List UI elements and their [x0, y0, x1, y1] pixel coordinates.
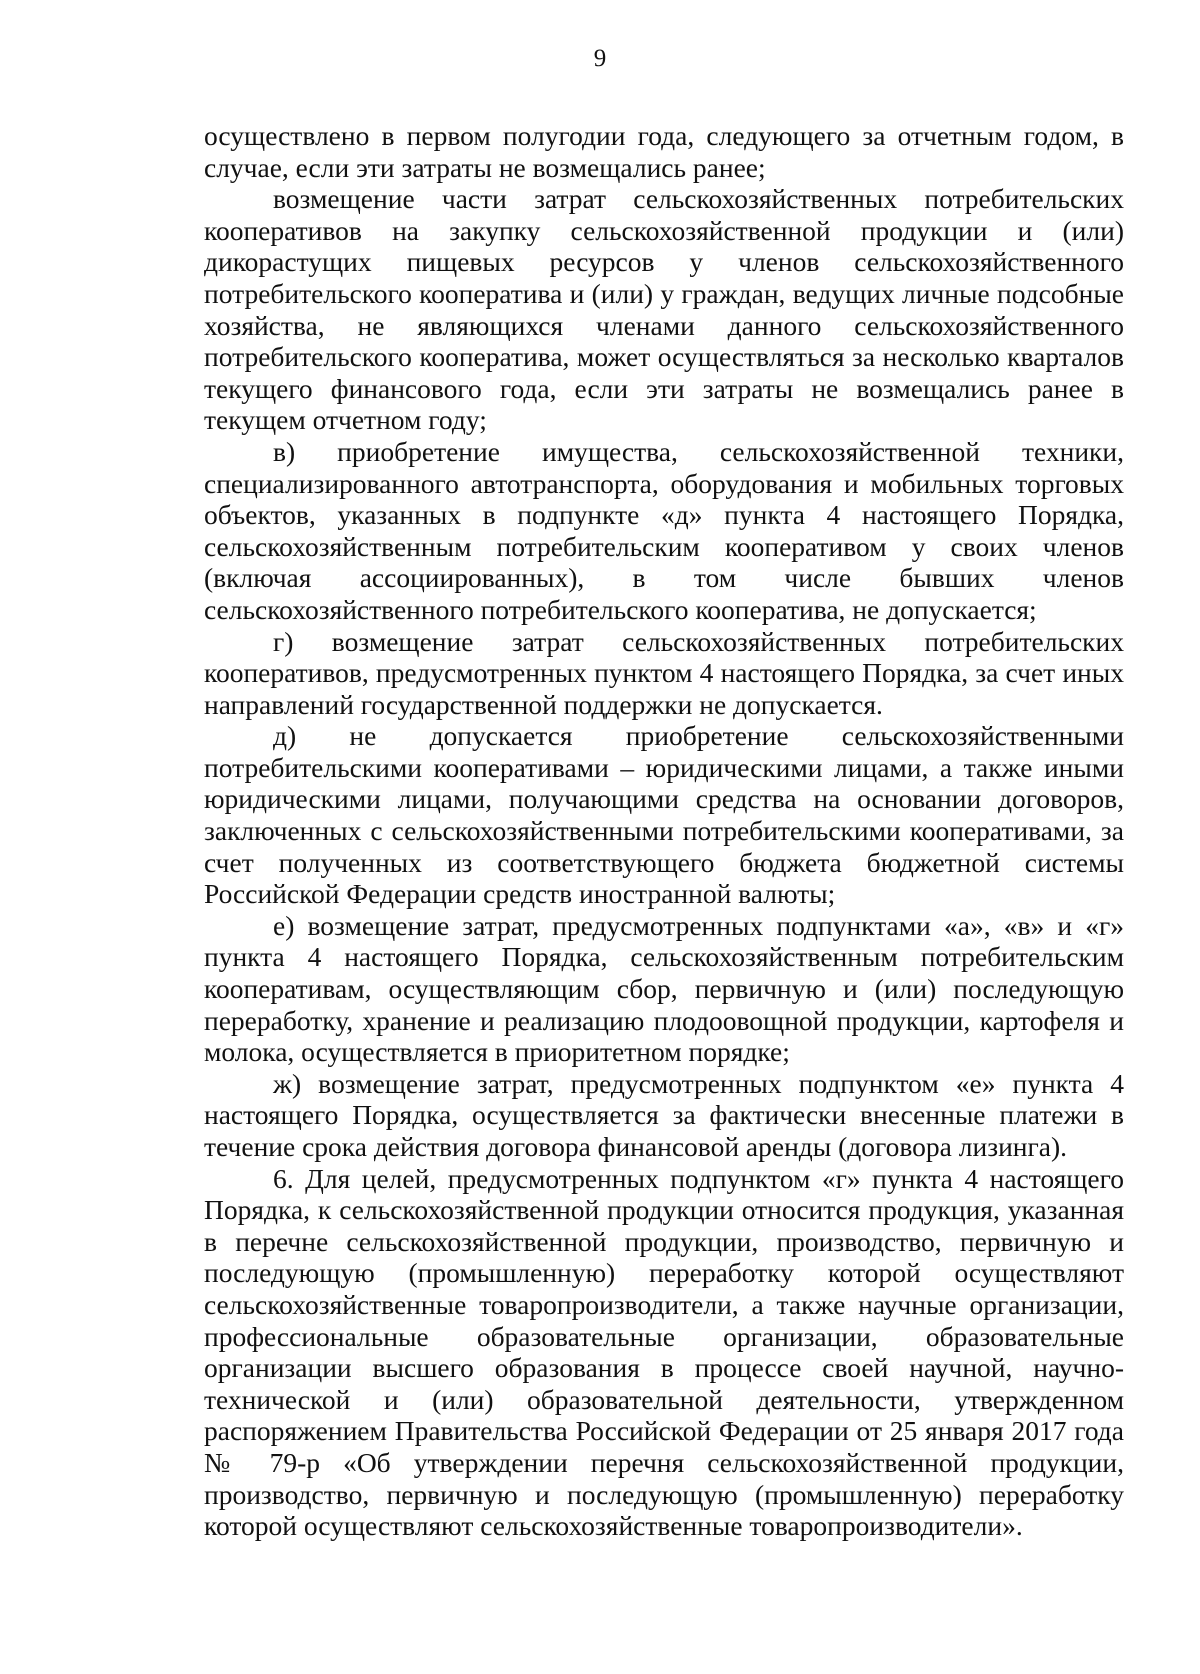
paragraph-continuation: осуществлено в первом полугодии года, следующего за отчетным годом, в случае, если эти затраты не возмещались ранее;: [204, 120, 1124, 183]
paragraph-item-d: д) не допускается приобретение сельскохозяйственными потребительскими кооперативами – юридическими лицами, а также иными юридическими лицами, получающими средства на основании договоров, заключенных с сельскохозяйственными потребительскими кооперативами, за счет полученных из соответствующего бюджета бюджетной системы Российской Федерации средств иностранной валюты;: [204, 720, 1124, 910]
paragraph-item-zh: ж) возмещение затрат, предусмотренных подпунктом «е» пункта 4 настоящего Порядка, осуществляется за фактически внесенные платежи в течение срока действия договора финансовой аренды (договора лизинга).: [204, 1067, 1124, 1162]
paragraph-reimbursement-purchase: возмещение части затрат сельскохозяйственных потребительских кооперативов на закупку сельскохозяйственной продукции и (или) дикорастущих пищевых ресурсов у членов сельскохозяйственного потребительского кооператива и (или) у граждан, ведущих личные подсобные хозяйства, не являющихся членами данного сельскохозяйственного потребительского кооператива, может осуществляться за несколько кварталов текущего финансового года, если эти затраты не возмещались ранее в текущем отчетном году;: [204, 183, 1124, 436]
paragraph-item-e: е) возмещение затрат, предусмотренных подпунктами «а», «в» и «г» пункта 4 настоящего Порядка, сельскохозяйственным потребительским кооперативам, осуществляющим сбор, первичную и (или) последующую переработку, хранение и реализацию плодоовощной продукции, картофеля и молока, осуществляется в приоритетном порядке;: [204, 909, 1124, 1068]
page-number: 9: [593, 45, 607, 72]
paragraph-item-g: г) возмещение затрат сельскохозяйственных потребительских кооперативов, предусмотренных пунктом 4 настоящего Порядка, за счет иных направлений государственной поддержки не допускается.: [204, 625, 1124, 720]
document-body: [204, 120, 1124, 1542]
paragraph-item-v: в) приобретение имущества, сельскохозяйственной техники, специализированного автотранспорта, оборудования и мобильных торговых объектов, указанных в подпункте «д» пункта 4 настоящего Порядка, сельскохозяйственным потребительским кооперативом у своих членов (включая ассоциированных), в том числе бывших членов сельскохозяйственного потребительского кооператива, не допускается;: [204, 435, 1124, 625]
paragraph-section-6: 6. Для целей, предусмотренных подпунктом «г» пункта 4 настоящего Порядка, к сельскохозяйственной продукции относится продукция, указанная в перечне сельскохозяйственной продукции, производство, первичную и последующую (промышленную) переработку которой осуществляют сельскохозяйственные товаропроизводители, а также научные организации, профессиональные образовательные организации, образовательные организации высшего образования в процессе своей научной, научно-технической и (или) образовательной деятельности, утвержденном распоряжением Правительства Российской Федерации от 25 января 2017 года № 79-р «Об утверждении перечня сельскохозяйственной продукции, производство, первичную и последующую (промышленную) переработку которой осуществляют сельскохозяйственные товаропроизводители».: [204, 1162, 1124, 1542]
